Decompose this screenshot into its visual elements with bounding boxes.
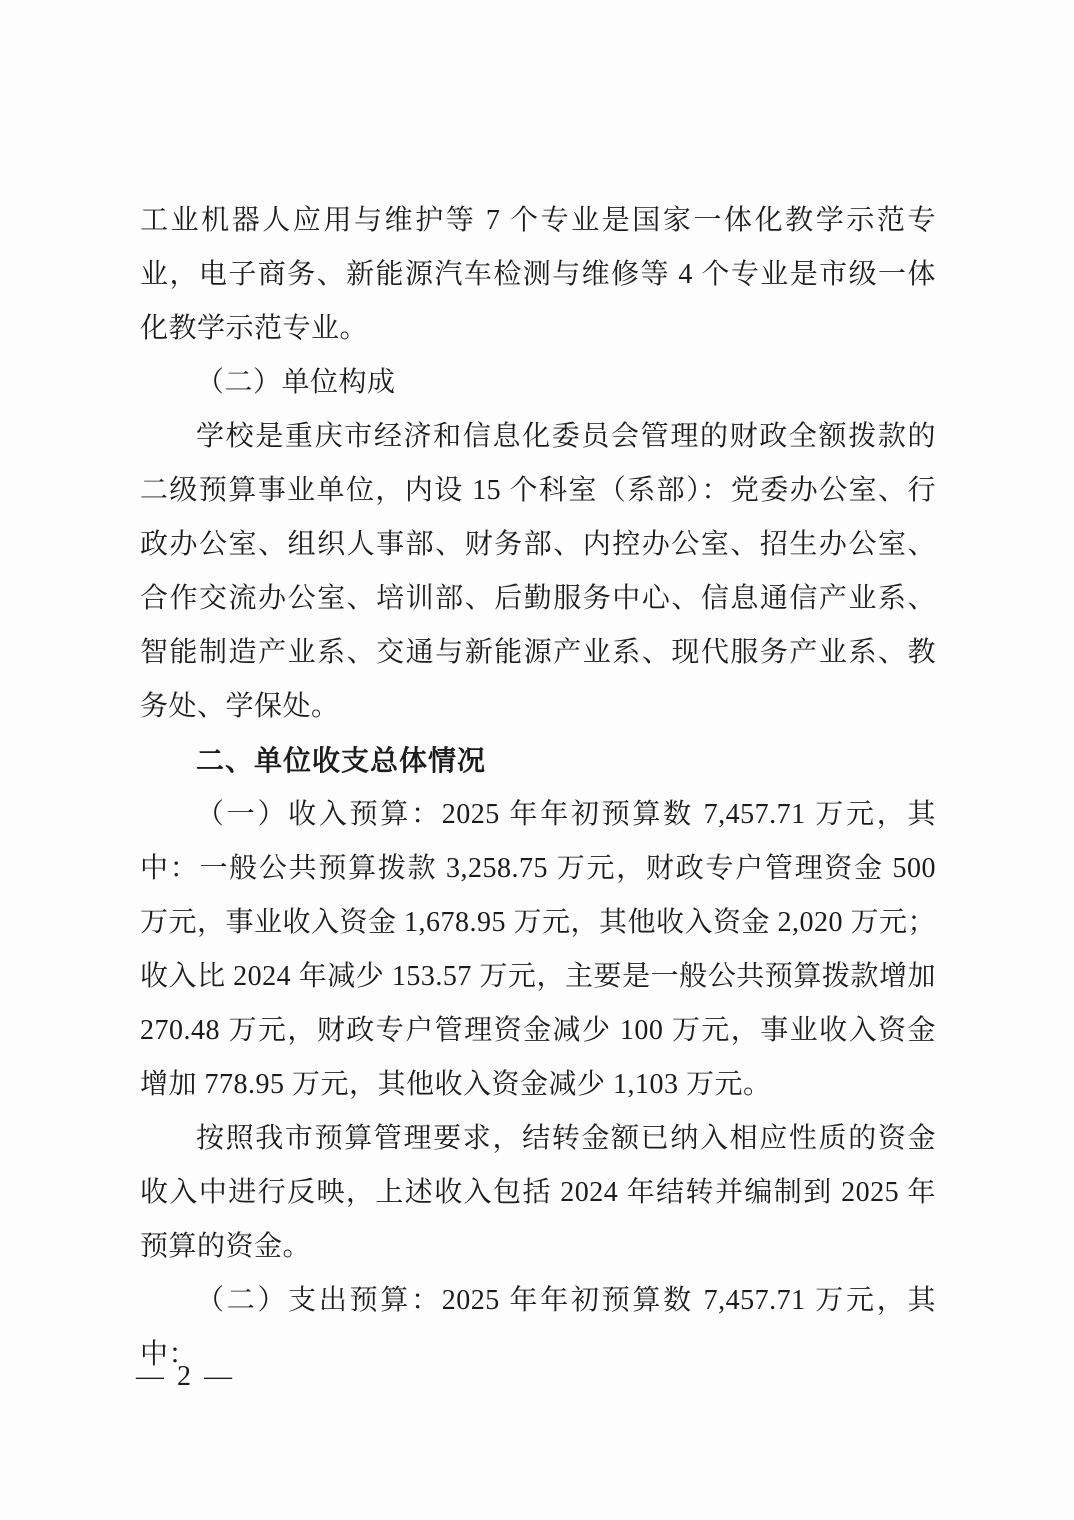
section-heading-revenue-expenditure-overview: 二、单位收支总体情况: [196, 745, 487, 776]
paragraph-expenditure-budget-lead: （二）支出预算：: [196, 1285, 442, 1316]
paragraph-expenditure-budget: [140, 1274, 936, 1382]
document-body: [140, 194, 936, 1382]
paragraph-income-budget-lead: （一）收入预算：: [196, 799, 442, 830]
paragraph-specialties-continuation: 工业机器人应用与维护等 7 个专业是国家一体化教学示范专业，电子商务、新能源汽车检测与维修等 4 个专业是市级一体化教学示范专业。: [140, 205, 936, 344]
paragraph-carryover-note: 按照我市预算管理要求，结转金额已纳入相应性质的资金收入中进行反映，上述收入包括 2024 年结转并编制到 2025 年预算的资金。: [140, 1123, 936, 1262]
subheading-unit-composition: （二）单位构成: [196, 367, 396, 398]
paragraph-expenditure-budget-rest: 2025 年年初预算数 7,457.71 万元，其中：: [140, 1285, 936, 1370]
paragraph-unit-composition: 学校是重庆市经济和信息化委员会管理的财政全额拨款的二级预算事业单位，内设 15 个科室（系部）：党委办公室、行政办公室、组织人事部、财务部、内控办公室、招生办公室、合作交流办公室、培训部、后勤服务中心、信息通信产业系、智能制造产业系、交通与新能源产业系、现代服务产业系、教务处、学保处。: [140, 421, 936, 722]
paragraph-income-budget: [140, 788, 936, 1112]
page-number: — 2 —: [136, 1361, 235, 1392]
paragraph-income-budget-rest: 2025 年年初预算数 7,457.71 万元，其中：一般公共预算拨款 3,258.75 万元，财政专户管理资金 500 万元，事业收入资金 1,678.95 万元，其他收入资金 2,020 万元；收入比 2024 年减少 153.57 万元，主要是一般公共预算拨款增加 270.48 万元，财政专户管理资金减少 100 万元，事业收入资金增加 778.95 万元，其他收入资金减少 1,103 万元。: [140, 799, 937, 1100]
